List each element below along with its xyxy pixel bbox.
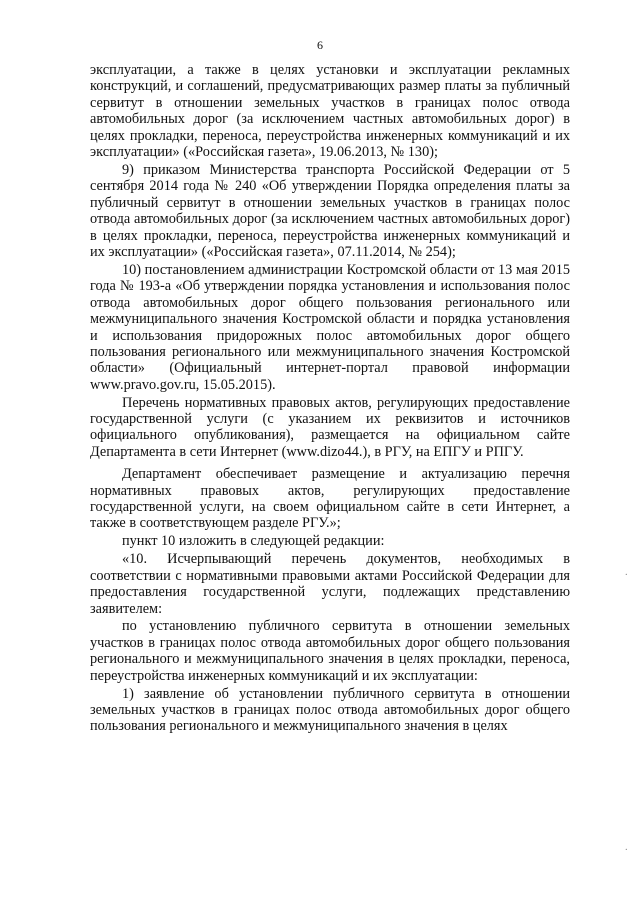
paragraph-servitude: по установлению публичного сервитута в отношении земельных участков в границах полос отвода автомобильных дорог общего пользования регионального и межмуниципального значения в целях прокладки, переноса, переустройства инженерных коммуникаций и их эксплуатации: — [90, 618, 570, 684]
margin-mark: · — [624, 570, 628, 581]
document-body — [90, 62, 570, 736]
paragraph-acts-list: Перечень нормативных правовых актов, регулирующих предоставление государственной услуги (с указанием их реквизитов и источников официального опубликования), размещается на официальном сайте Департамента в сети Интернет (www.dizo44.), в РГУ, на ЕПГУ и РПГУ. — [90, 394, 570, 460]
paragraph-item-9: 9) приказом Министерства транспорта Российской Федерации от 5 сентября 2014 года № 240 «Об утверждении Порядка определения платы за публичный сервитут в отношении земельных участков в границах полос отвода автомобильных дорог (за исключением частных автомобильных дорог) в целях прокладки, переноса, переустройства инженерных коммуникаций и их эксплуатации» («Российская газета», 07.11.2014, № 254); — [90, 161, 570, 260]
page-number: 6 — [317, 38, 323, 52]
paragraph-continuation: эксплуатации, а также в целях установки и эксплуатации рекламных конструкций, и соглашений, предусматривающих размер платы за публичный сервитут в отношении земельных участков в границах полос отвода автомобильных дорог (за исключением частных автомобильных дорог) в целях прокладки, переноса, переустройства инженерных коммуникаций и их эксплуатации» («Российская газета», 19.06.2013, № 130); — [90, 62, 570, 161]
paragraph-item-1: 1) заявление об установлении публичного сервитута в отношении земельных участков в границах полос отвода автомобильных дорог общего пользования регионального и межмуниципального значения в целях — [90, 685, 570, 735]
margin-mark: · — [624, 845, 628, 856]
paragraph-item-10: 10) постановлением администрации Костромской области от 13 мая 2015 года № 193-а «Об утверждении порядка установления и использования полос отвода автомобильных дорог общего пользования регионального или межмуниципального значения Костромской области и порядка установления и использования придорожных полос автомобильных дорог общего пользования регионального или межмуниципального значения Костромской области» (Официальный интернет-портал правовой информации www.pravo.gov.ru, 15.05.2015). — [90, 261, 570, 393]
paragraph-point-10-intro: пункт 10 изложить в следующей редакции: — [122, 533, 385, 550]
paragraph-department: Департамент обеспечивает размещение и актуализацию перечня нормативных правовых актов, регулирующих предоставление государственной услуги, на своем официальном сайте в сети Интернет, а также в соответствующем разделе РГУ.»; — [90, 466, 570, 532]
paragraph-point-10: «10. Исчерпывающий перечень документов, необходимых в соответствии с нормативными правовыми актами Российской Федерации для предоставления государственной услуги, подлежащих представлению заявителем: — [90, 551, 570, 617]
